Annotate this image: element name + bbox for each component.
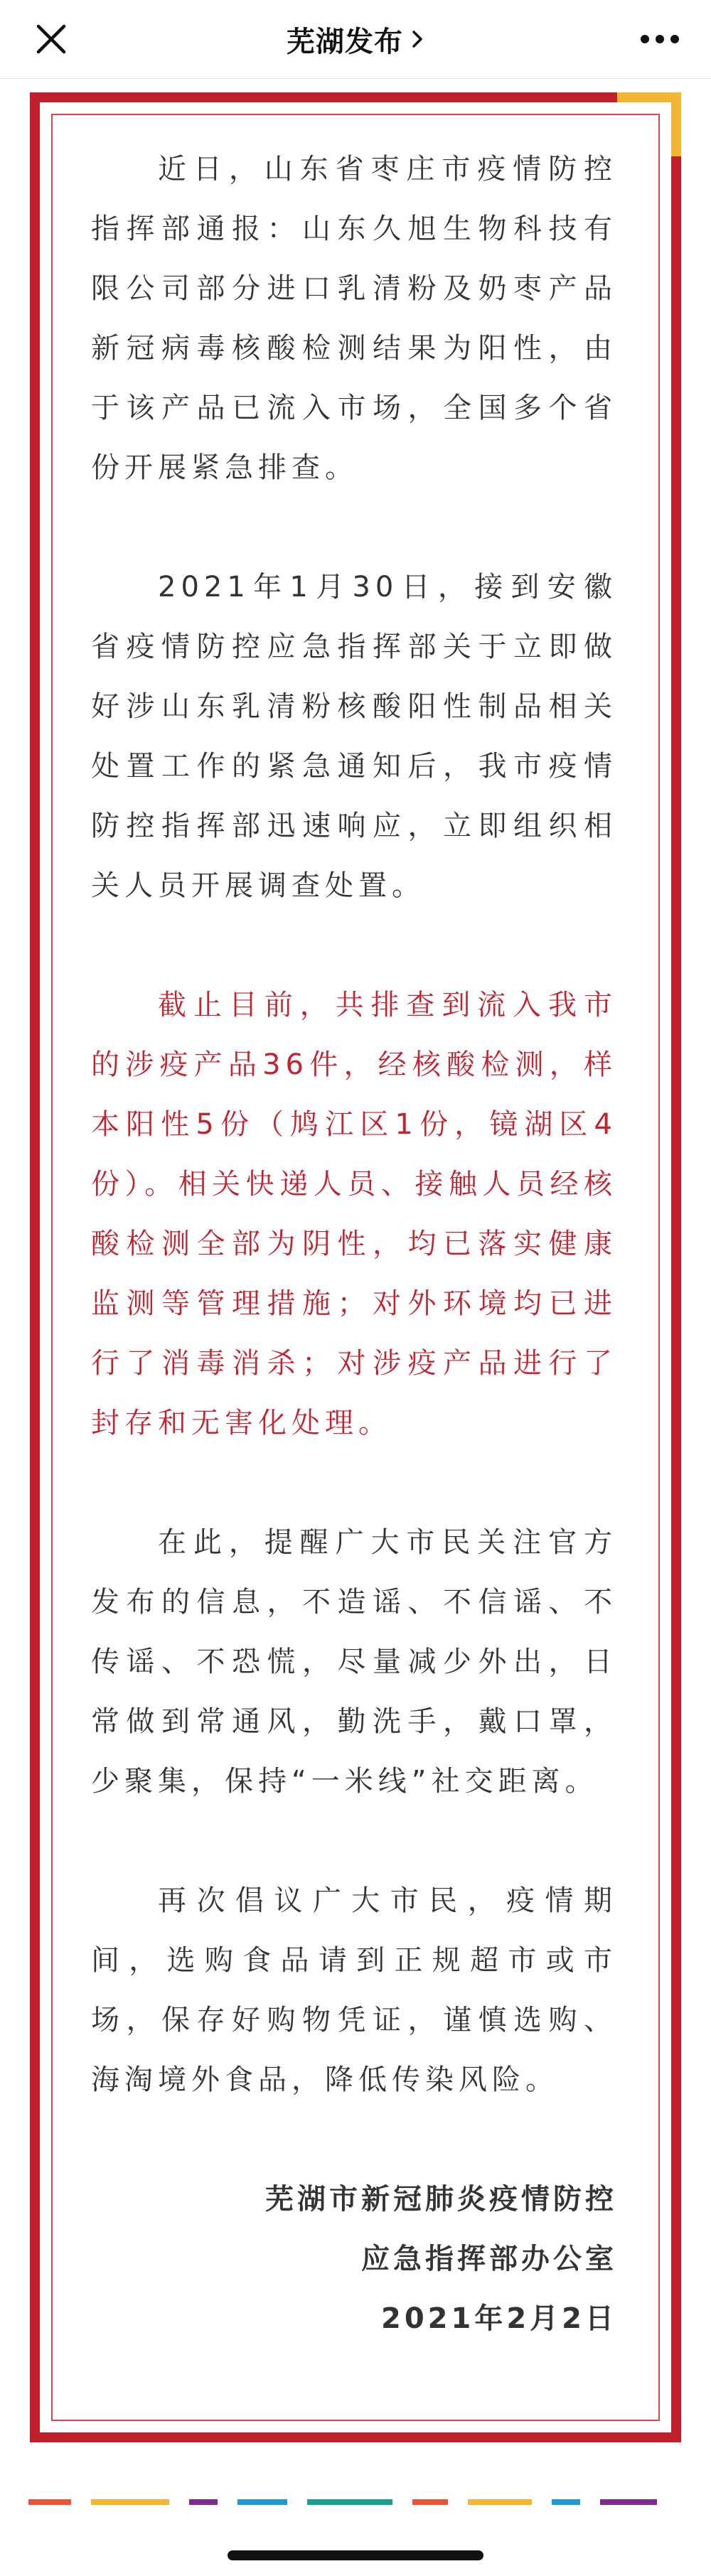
signature-block [91,2169,617,2349]
paragraph-1: 近日，山东省枣庄市疫情防控指挥部通报：山东久旭生物科技有限公司部分进口乳清粉及奶枣产品新冠病毒核酸检测结果为阳性，由于该产品已流入市场，全国多个省份开展紧急排查。 [91,153,617,484]
more-menu-button[interactable] [633,19,687,59]
paragraph-3-highlight: 截止目前，共排查到流入我市的涉疫产品36件，经核酸检测，样本阳性5份（鸠江区1份，镜湖区4份）。相关快递人员、接触人员经核酸检测全部为阴性，均已落实健康监测等管理措施；对外环境均已进行了消毒消杀；对涉疫产品进行了封存和无害化处理。 [91,989,617,1439]
article-frame [30,92,681,2442]
more-dots-icon [640,34,680,44]
signature-org-line1: 芜湖市新冠肺炎疫情防控 [265,2183,617,2216]
account-title-link[interactable] [0,0,711,78]
chevron-right-icon [410,28,424,50]
article-body [91,139,617,2349]
paragraph-5: 再次倡议广大市民，疫情期间，选购食品请到正规超市或市场，保存好购物凭证，谨慎选购、海淘境外食品，降低传染风险。 [91,1884,617,2096]
decor-dash [412,2499,448,2505]
paragraph-2: 2021年1月30日，接到安徽省疫情防控应急指挥部关于立即做好涉山东乳清粉核酸阳性制品相关处置工作的紧急通知后，我市疫情防控指挥部迅速响应，立即组织相关人员开展调查处置。 [91,571,617,902]
decor-dash [468,2499,532,2505]
decor-dash [552,2499,580,2505]
decor-dash [28,2499,71,2505]
home-indicator [228,2550,483,2560]
decor-dash [307,2499,392,2505]
decor-dash [91,2499,169,2505]
decor-dash [600,2499,657,2505]
top-nav-bar [0,0,711,79]
decorative-dash-strip [28,2499,683,2506]
signature-date: 2021年2月2日 [381,2302,617,2335]
decor-dash [189,2499,218,2505]
page-title: 芜湖发布 [287,25,403,58]
paragraph-4: 在此，提醒广大市民关注官方发布的信息，不造谣、不信谣、不传谣、不恐慌，尽量减少外出，日常做到常通风，勤洗手，戴口罩，少聚集，保持“一米线”社交距离。 [91,1526,617,1798]
signature-org-line2: 应急指挥部办公室 [361,2243,617,2275]
decor-dash [237,2499,287,2505]
